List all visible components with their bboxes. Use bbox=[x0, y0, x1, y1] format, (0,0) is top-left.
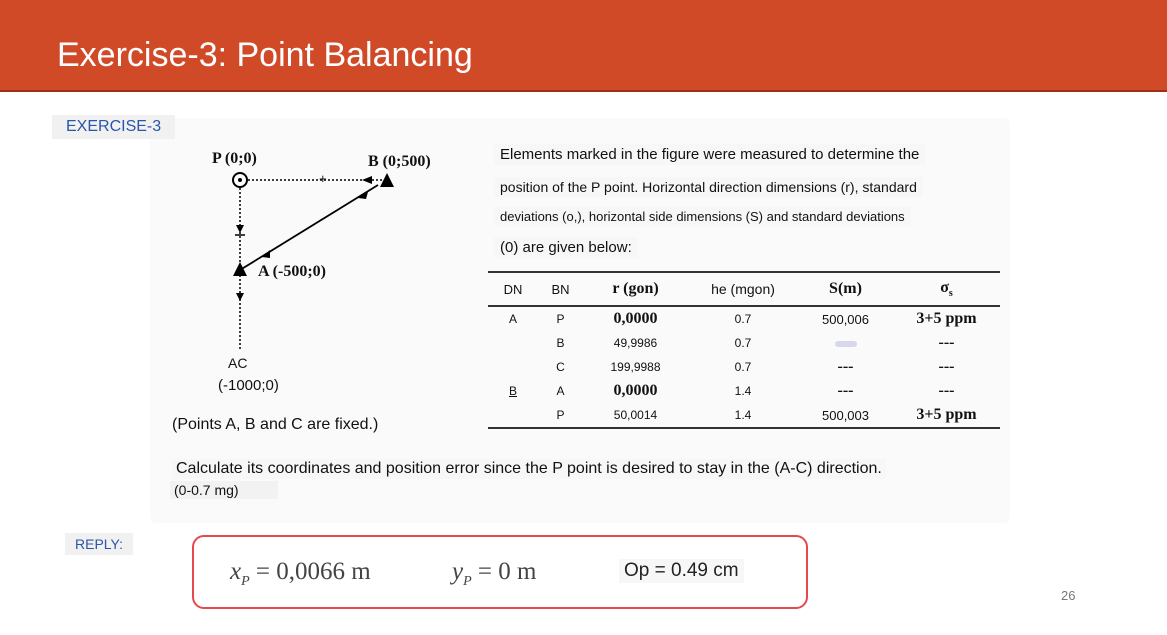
label-point-a: A (-500;0) bbox=[258, 263, 326, 280]
column-header-dn: DN bbox=[503, 281, 523, 297]
cell-he: 0.7 bbox=[734, 336, 752, 350]
blank-marker bbox=[835, 341, 857, 347]
column-header-he: he (mgon) bbox=[711, 281, 775, 297]
cell-sigma: 3+5 ppm bbox=[916, 310, 977, 327]
table-row bbox=[488, 403, 1000, 428]
cell-sigma: --- bbox=[938, 358, 955, 375]
page-number: 26 bbox=[1061, 588, 1076, 603]
cell-r: 0,0000 bbox=[613, 310, 658, 327]
intro-line-1: Elements marked in the figure were measured to determine the bbox=[494, 144, 925, 165]
cell-bn: P bbox=[556, 312, 565, 326]
cell-he: 1.4 bbox=[734, 384, 752, 398]
answer-x-var: x bbox=[230, 558, 242, 585]
cell-s: --- bbox=[837, 358, 854, 375]
cell-s: --- bbox=[837, 382, 854, 399]
cell-r: 199,9988 bbox=[610, 360, 661, 374]
point-b-icon bbox=[380, 173, 394, 187]
answer-y bbox=[452, 558, 536, 590]
cell-r: 0,0000 bbox=[613, 382, 658, 399]
cell-s: 500,003 bbox=[822, 407, 869, 423]
plus-sign: + bbox=[319, 171, 327, 186]
answer-x-sub: P bbox=[241, 574, 250, 589]
cell-sigma: --- bbox=[938, 382, 955, 399]
line-a-b bbox=[240, 185, 378, 270]
column-header-sigma bbox=[893, 272, 1000, 306]
table-row bbox=[488, 379, 1000, 403]
table-row bbox=[488, 331, 1000, 355]
cell-sigma: --- bbox=[938, 334, 955, 351]
answer-box bbox=[192, 535, 808, 609]
label-point-c-coords: (-1000;0) bbox=[218, 377, 279, 394]
cell-bn: B bbox=[556, 336, 565, 350]
table-row bbox=[488, 306, 1000, 331]
cell-dn: A bbox=[508, 312, 517, 326]
cell-he: 0.7 bbox=[734, 360, 752, 374]
cell-dn bbox=[488, 355, 538, 379]
cell-s: 500,006 bbox=[822, 311, 869, 327]
table-header-row bbox=[488, 272, 1000, 306]
table-row bbox=[488, 355, 1000, 379]
sigma-symbol: σ bbox=[940, 278, 949, 296]
exercise-label: EXERCISE-3 bbox=[52, 115, 175, 139]
cell-he: 1.4 bbox=[734, 408, 752, 422]
fixed-points-note: (Points A, B and C are fixed.) bbox=[172, 416, 379, 433]
arrow-icon bbox=[362, 176, 372, 184]
cell-sigma: 3+5 ppm bbox=[916, 406, 977, 423]
column-header-s: S(m) bbox=[829, 280, 862, 297]
question-subtext: (0-0.7 mg) bbox=[170, 481, 278, 499]
question-text: Calculate its coordinates and position error since the P point is desired to stay in the (A-C) direction. bbox=[172, 459, 886, 479]
intro-line-2: position of the P point. Horizontal direction dimensions (r), standard bbox=[494, 177, 923, 197]
arrow-icon bbox=[236, 293, 244, 301]
answer-position-error: Op = 0.49 cm bbox=[619, 559, 744, 583]
column-header-bn: BN bbox=[551, 281, 570, 297]
cell-bn: C bbox=[556, 360, 565, 374]
measurements-table bbox=[488, 271, 1000, 429]
point-a-icon bbox=[233, 262, 247, 276]
cell-dn bbox=[488, 403, 538, 428]
cell-r: 49,9986 bbox=[613, 336, 658, 350]
arrow-icon bbox=[262, 250, 270, 258]
title-bar bbox=[0, 0, 1167, 92]
intro-line-3: deviations (o,), horizontal side dimensions (S) and standard deviations bbox=[494, 207, 911, 226]
cell-s bbox=[798, 331, 893, 355]
answer-x-value: = 0,0066 m bbox=[249, 558, 371, 585]
label-point-c: AC bbox=[228, 355, 248, 371]
column-header-r: r (gon) bbox=[612, 280, 659, 297]
answer-y-sub: P bbox=[463, 574, 472, 589]
label-point-b: B (0;500) bbox=[368, 153, 431, 170]
arrow-icon bbox=[236, 225, 244, 233]
cell-he: 0.7 bbox=[734, 312, 752, 326]
slide-title: Exercise-3: Point Balancing bbox=[57, 36, 473, 74]
answer-x bbox=[230, 558, 371, 590]
label-point-p: P (0;0) bbox=[212, 150, 257, 167]
answer-y-var: y bbox=[452, 558, 464, 585]
answer-y-value: = 0 m bbox=[471, 558, 537, 585]
cell-r: 50,0014 bbox=[613, 408, 658, 422]
cell-bn: P bbox=[556, 408, 565, 422]
cell-dn bbox=[488, 331, 538, 355]
intro-line-4: (0) are given below: bbox=[494, 237, 638, 258]
sigma-subscript: s bbox=[948, 288, 953, 300]
cell-bn: A bbox=[556, 384, 565, 398]
reply-label: REPLY: bbox=[65, 533, 133, 555]
cell-dn: B bbox=[508, 384, 517, 398]
